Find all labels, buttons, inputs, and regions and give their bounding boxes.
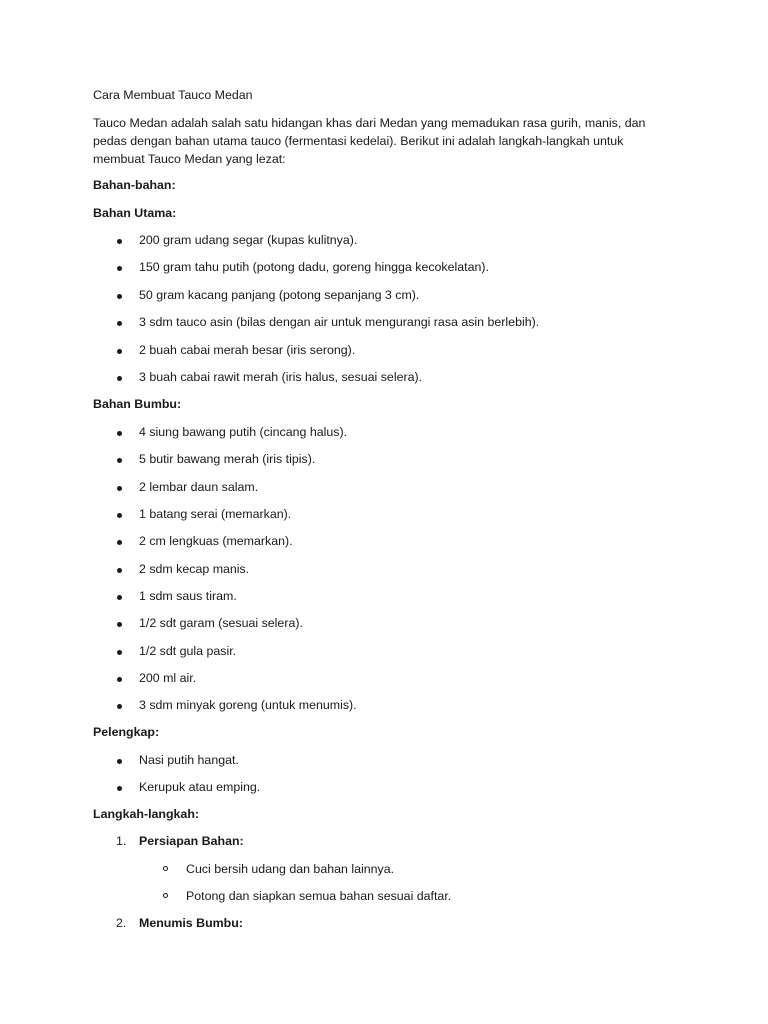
list-item: 3 buah cabai rawit merah (iris halus, sesuai selera).	[139, 370, 423, 384]
step-item	[116, 834, 244, 848]
document-title: Cara Membuat Tauco Medan	[93, 88, 253, 102]
list-item: 3 sdm tauco asin (bilas dengan air untuk mengurangi rasa asin berlebih).	[139, 315, 540, 329]
list-item: 200 ml air.	[139, 671, 197, 685]
bahan-bumbu-heading: Bahan Bumbu:	[93, 397, 182, 411]
list-item: Nasi putih hangat.	[139, 753, 239, 767]
sub-list-item: Potong dan siapkan semua bahan sesuai daftar.	[186, 889, 452, 903]
sub-list-item: Cuci bersih udang dan bahan lainnya.	[186, 862, 395, 876]
step-number: 1.	[116, 834, 127, 848]
list-item: 150 gram tahu putih (potong dadu, goreng hingga kecokelatan).	[139, 260, 489, 274]
list-item: 2 lembar daun salam.	[139, 480, 259, 494]
bahan-heading: Bahan-bahan:	[93, 178, 176, 192]
list-item: 3 sdm minyak goreng (untuk menumis).	[139, 698, 357, 712]
list-item: 1 sdm saus tiram.	[139, 589, 237, 603]
list-item: Kerupuk atau emping.	[139, 780, 261, 794]
step-item	[116, 916, 243, 930]
list-item: 1 batang serai (memarkan).	[139, 507, 292, 521]
list-item: 4 siung bawang putih (cincang halus).	[139, 425, 348, 439]
list-item: 50 gram kacang panjang (potong sepanjang 3 cm).	[139, 288, 420, 302]
list-item: 200 gram udang segar (kupas kulitnya).	[139, 233, 358, 247]
step-title: Menumis Bumbu:	[139, 916, 243, 930]
intro-paragraph: Tauco Medan adalah salah satu hidangan khas dari Medan yang memadukan rasa gurih, manis, dan pedas dengan bahan utama tauco (fermentasi kedelai). Berikut ini adalah langkah-langkah untuk membuat Tauco Medan yang lezat:	[93, 116, 646, 166]
step-title: Persiapan Bahan:	[139, 834, 244, 848]
step-number: 2.	[116, 916, 127, 930]
list-item: 5 butir bawang merah (iris tipis).	[139, 452, 316, 466]
list-item: 1/2 sdt garam (sesuai selera).	[139, 616, 303, 630]
pelengkap-heading: Pelengkap:	[93, 725, 160, 739]
list-item: 2 sdm kecap manis.	[139, 562, 250, 576]
bahan-utama-heading: Bahan Utama:	[93, 206, 177, 220]
list-item: 1/2 sdt gula pasir.	[139, 644, 237, 658]
list-item: 2 buah cabai merah besar (iris serong).	[139, 343, 356, 357]
langkah-heading: Langkah-langkah:	[93, 807, 200, 821]
list-item: 2 cm lengkuas (memarkan).	[139, 534, 293, 548]
